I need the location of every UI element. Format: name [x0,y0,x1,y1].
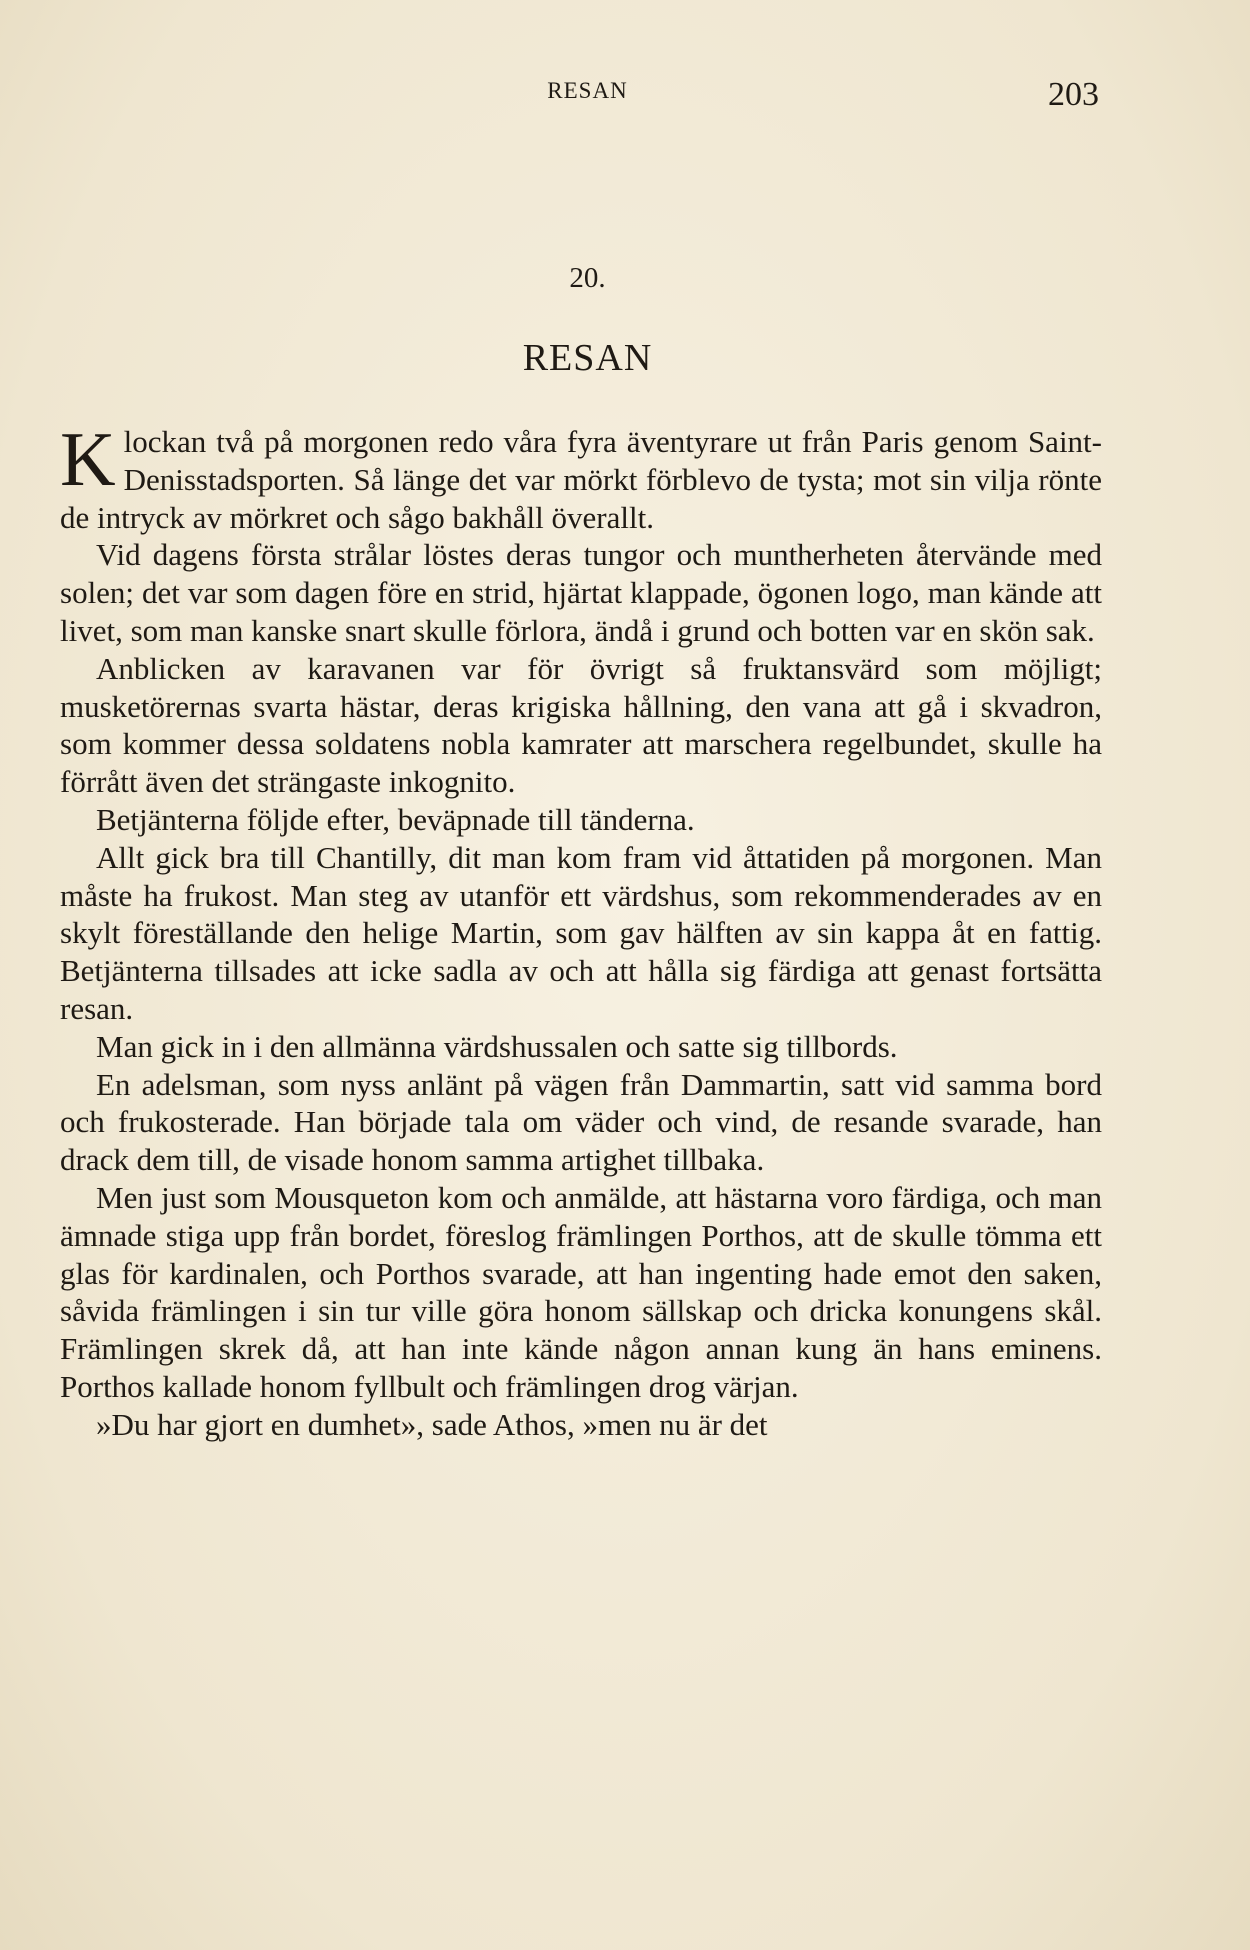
chapter-title: RESAN [522,337,653,379]
paragraph: En adelsman, som nyss anlänt på vägen från Dammartin, satt vid samma bord och frukosterade. Han började tala om väder och vind, de resande svarade, han drack dem till, de visade honom samma artighet tillbaka. [60,1066,1102,1178]
chapter-number: 20. [569,262,606,294]
page-number: 203 [1048,76,1099,113]
running-title: RESAN [547,78,628,103]
paragraph: Anblicken av karavanen var för övrigt så fruktansvärd som möjligt; musketörernas svarta hästar, deras krigiska hållning, den vana att gå i skvadron, som kommer dessa soldatens nobla kamrater att marschera regelbundet, skulle ha förrått även det strängaste inkognito. [60,650,1102,800]
paragraph: »Du har gjort en dumhet», sade Athos, »men nu är det [96,1406,768,1442]
drop-cap: K [60,416,116,502]
paragraph [60,416,1102,536]
paragraph: Betjänterna följde efter, beväpnade till tänderna. [96,801,695,837]
paragraph: Vid dagens första strålar löstes deras tungor och muntherheten återvände med solen; det var som dagen före en strid, hjärtat klappade, ögonen logo, man kände att livet, som man kanske snart skulle förlora, ändå i grund och botten var en skön sak. [60,537,1102,648]
paragraph: Allt gick bra till Chantilly, dit man kom fram vid åttatiden på morgonen. Man måste ha frukost. Man steg av utanför ett värdshus, som rekommenderades av en skylt föreställande den helige Martin, som gav hälften av sin kappa åt en fattig. Betjänterna tillsades att icke sadla av och att hålla sig färdiga att genast fortsätta resan. [60,839,1102,1026]
paragraph-text: lockan två på morgonen redo våra fyra äventyrare ut från Paris genom Saint-Denisstadsporten. Så länge det var mörkt förblevo de tysta; mot sin vilja rönte de intryck av mörkret och sågo bakhåll överallt. [60,424,1102,535]
chapter-body [60,416,1102,1444]
paragraph: Man gick in i den allmänna värdshussalen och satte sig tillbords. [96,1028,898,1064]
paragraph: Men just som Mousqueton kom och anmälde, att hästarna voro färdiga, och man ämnade stiga upp från bordet, föreslog främlingen Porthos, att de skulle tömma ett glas för kardinalen, och Porthos svarade, att han ingenting hade emot den saken, såvida främlingen i sin tur ville göra honom sällskap och dricka konungens skål. Främlingen skrek då, att han inte kände någon annan kung än hans eminens. Porthos kallade honom fyllbult och främlingen drog värjan. [60,1179,1102,1404]
